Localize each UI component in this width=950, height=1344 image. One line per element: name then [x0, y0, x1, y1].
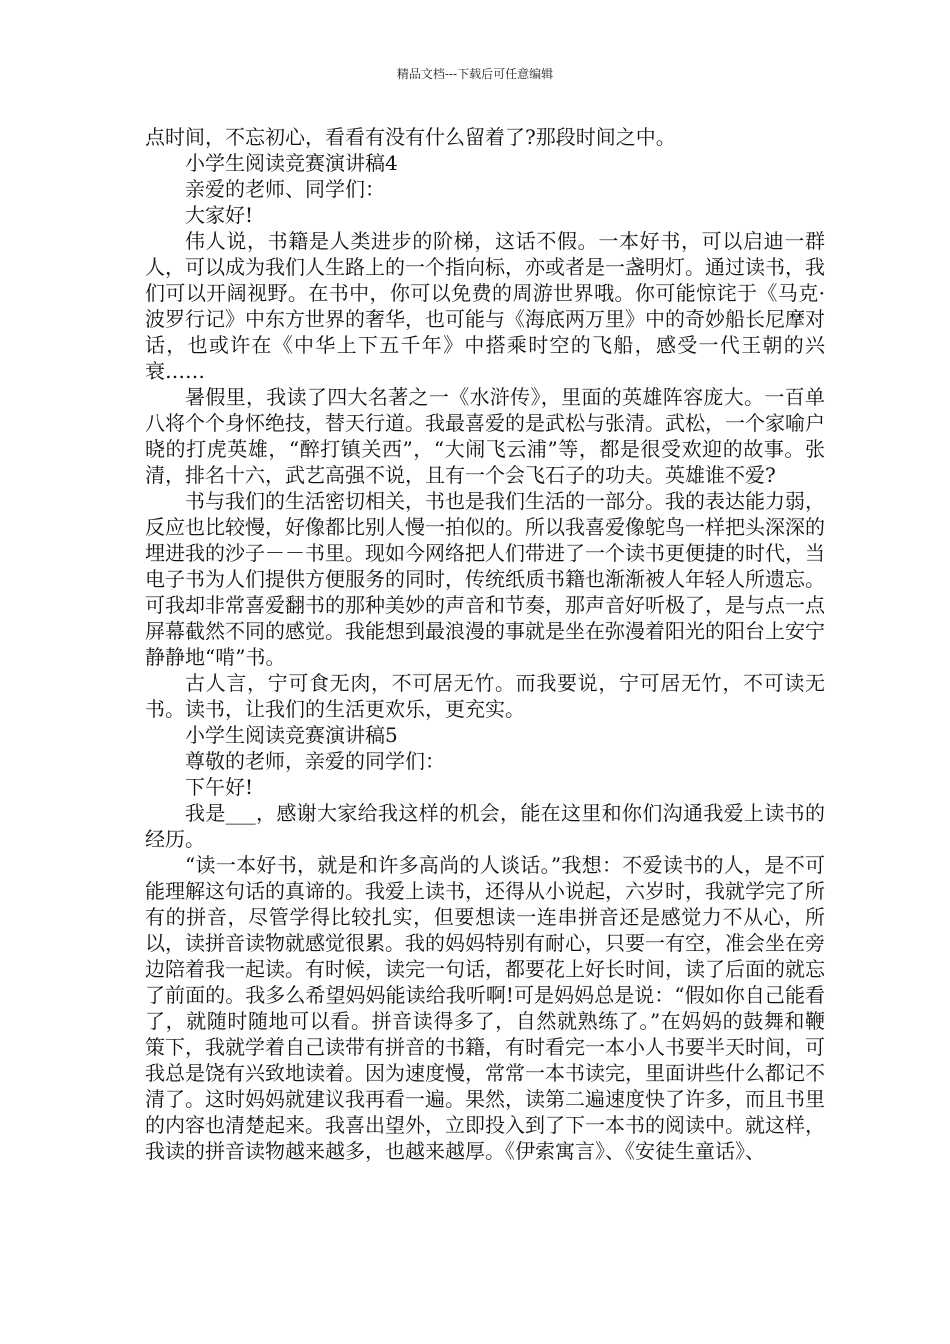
- greeting: 下午好!: [185, 775, 254, 799]
- greeting: 大家好!: [185, 203, 254, 227]
- body-paragraph: 古人言，宁可食无肉，不可居无竹。而我要说，宁可居无竹，不可读无书。读书，让我们的生活更欢乐，更充实。: [145, 671, 825, 721]
- paragraph-continuation: 点时间，不忘初心，看看有没有什么留着了?那段时间之中。: [145, 125, 676, 149]
- body-paragraph: 暑假里，我读了四大名著之一《水浒传》，里面的英雄阵容庞大。一百单八将个个身怀绝技，替天行道。我最喜爱的是武松与张清。武松，一个家喻户晓的打虎英雄，“醉打镇关西”，“大闹飞云浦”等，都是很受欢迎的故事。张清，排名十六，武艺高强不说，且有一个会飞石子的功夫。英雄谁不爱?: [145, 385, 825, 487]
- speech-title-5: 小学生阅读竞赛演讲稿5: [185, 723, 398, 747]
- page-header: 精品文档---下载后可任意编辑: [396, 67, 554, 81]
- body-paragraph: “读一本好书，就是和许多高尚的人谈话。”我想：不爱读书的人，是不可能理解这句话的真谛的。我爱上读书，还得从小说起，六岁时，我就学完了所有的拼音，尽管学得比较扎实，但要想读一连串拼音还是感觉力不从心，所以，读拼音读物就感觉很累。我的妈妈特别有耐心，只要一有空，准会坐在旁边陪着我一起读。有时候，读完一句话，都要花上好长时间，读了后面的就忘了前面的。我多么希望妈妈能读给我听啊!可是妈妈总是说：“假如你自己能看了，就随时随地可以看。拼音读得多了，自然就熟练了。”在妈妈的鼓舞和鞭策下，我就学着自己读带有拼音的书籍，有时看完一本小人书要半天时间，可我总是饶有兴致地读着。因为速度慢，常常一本书读完，里面讲些什么都记不清了。这时妈妈就建议我再看一遍。果然，读第二遍速度快了许多，而且书里的内容也清楚起来。我喜出望外，立即投入到了下一本书的阅读中。就这样，我读的拼音读物越来越多，也越来越厚。《伊索寓言》、《安徒生童话》、: [145, 853, 825, 1163]
- body-paragraph: 我是___，感谢大家给我这样的机会，能在这里和你们沟通我爱上读书的经历。: [145, 801, 825, 851]
- speech-title-4: 小学生阅读竞赛演讲稿4: [185, 151, 398, 175]
- document-body: [145, 124, 825, 1164]
- salutation: 尊敬的老师，亲爱的同学们：: [185, 749, 445, 773]
- body-paragraph: 伟人说，书籍是人类进步的阶梯，这话不假。一本好书，可以启迪一群人，可以成为我们人生路上的一个指向标，亦或者是一盏明灯。通过读书，我们可以开阔视野。在书中，你可以免费的周游世界哦。你可能惊诧于《马克·波罗行记》中东方世界的奢华，也可能与《海底两万里》中的奇妙船长尼摩对话，也或许在《中华上下五千年》中搭乘时空的飞船，感受一代王朝的兴衰……: [145, 229, 825, 383]
- salutation: 亲爱的老师、同学们：: [185, 177, 385, 201]
- body-paragraph: 书与我们的生活密切相关，书也是我们生活的一部分。我的表达能力弱，反应也比较慢，好像都比别人慢一拍似的。所以我喜爱像鸵鸟一样把头深深的埋进我的沙子－－书里。现如今网络把人们带进了一个读书更便捷的时代，当电子书为人们提供方便服务的同时，传统纸质书籍也渐渐被人年轻人所遗忘。可我却非常喜爱翻书的那种美妙的声音和节奏，那声音好听极了，是与点一点屏幕截然不同的感觉。我能想到最浪漫的事就是坐在弥漫着阳光的阳台上安宁静静地“啃”书。: [145, 489, 825, 669]
